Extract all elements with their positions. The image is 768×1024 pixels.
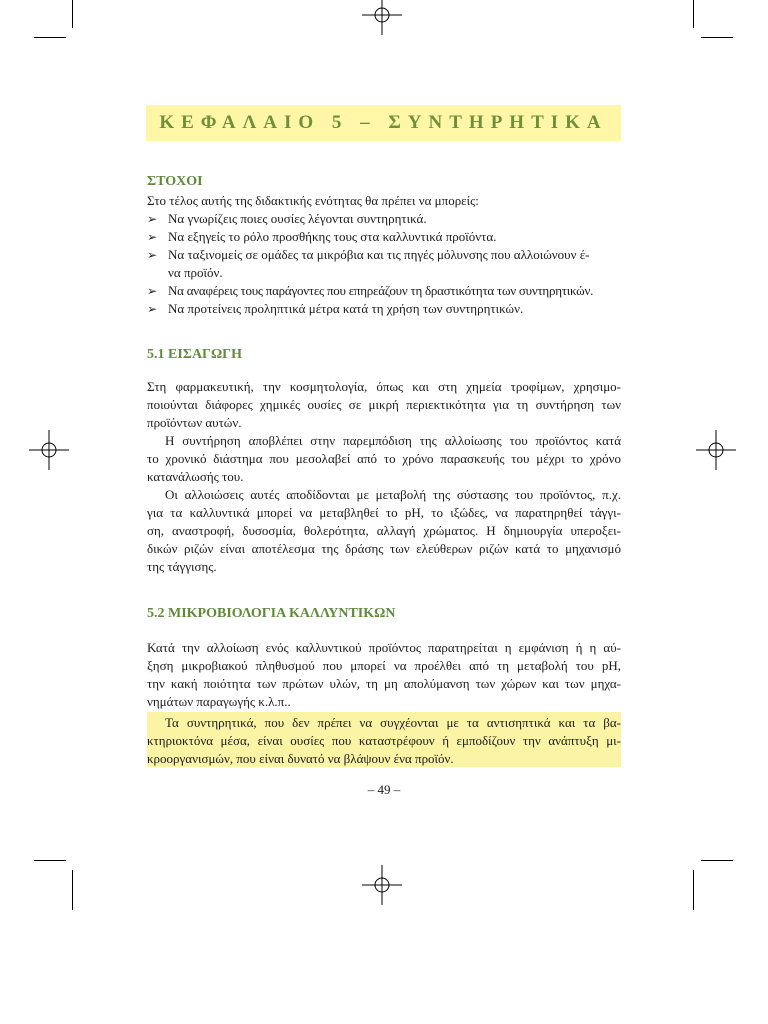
objective-item xyxy=(147,300,621,318)
objective-text: Να προτείνεις προληπτικά μέτρα κατά τη χρήση των συντηρητικών. xyxy=(168,301,524,316)
objective-item xyxy=(147,246,621,282)
section2-paragraph xyxy=(147,639,621,711)
objective-text: να προϊόν. xyxy=(168,265,223,280)
section-heading-introduction: 5.1 ΕΙΣΑΓΩΓΗ xyxy=(147,347,242,362)
arrow-bullet-icon: ➢ xyxy=(147,248,158,262)
objective-text: Να εξηγείς το ρόλο προσθήκης τους στα καλλυντικά προϊόντα. xyxy=(168,229,497,244)
objective-item xyxy=(147,210,621,228)
crop-mark-bottom-left xyxy=(72,870,73,910)
objective-text: Να αναφέρεις τους παράγοντες που επηρεάζουν τη δραστικότητα των συντηρητικών. xyxy=(168,283,594,298)
text-line: Στη φαρμακευτική, την κοσμητολογία, όπως και στη χημεία τροφίμων, χρησιμο- xyxy=(147,379,621,394)
objective-text: Να γνωρίζεις ποιες ουσίες λέγονται συντηρητικά. xyxy=(168,211,427,226)
registration-mark-left xyxy=(29,430,69,470)
text-line: Κατά την αλλοίωση ενός καλλυντικού προϊόντος παρατηρείται η εμφάνιση ή η αύ- xyxy=(147,640,621,655)
text-line: ποιούνται διάφορες χημικές ουσίες σε μικρή περιεκτικότητα για τη συντήρηση των xyxy=(147,397,621,412)
objectives-intro: Στο τέλος αυτής της διδακτικής ενότητας θα πρέπει να μπορείς: xyxy=(147,193,479,208)
page-number: – 49 – xyxy=(367,782,401,797)
registration-mark-right xyxy=(696,430,736,470)
arrow-bullet-icon: ➢ xyxy=(147,284,158,298)
objectives-heading: ΣΤΟΧΟΙ xyxy=(147,174,203,189)
text-line: ξηση μικροβιακού πληθυσμού που μπορεί να προέλθει από τη μεταβολή του pH, xyxy=(147,658,621,673)
crop-mark-bottom-left xyxy=(34,860,66,861)
text-line: ση, αναστροφή, δυσοσμία, θολερότητα, αλλαγή χρώματος. Η δημιουργία υπεροξει- xyxy=(147,523,621,538)
text-line: νημάτων παραγωγής κ.λ.π.. xyxy=(147,694,291,709)
section1-paragraph-2 xyxy=(147,432,621,486)
registration-mark-bottom xyxy=(362,865,402,905)
chapter-title-band xyxy=(146,105,621,141)
text-line: Η συντήρηση αποβλέπει στην παρεμπόδιση της αλλοίωσης του προϊόντος κατά xyxy=(165,433,621,448)
crop-mark-top-left xyxy=(34,37,66,38)
objective-item xyxy=(147,282,621,300)
text-line: Οι αλλοιώσεις αυτές αποδίδονται με μεταβολή της σύστασης του προϊόντος, π.χ. xyxy=(165,487,621,502)
crop-mark-top-right xyxy=(693,0,694,28)
arrow-bullet-icon: ➢ xyxy=(147,212,158,226)
section-heading-microbiology: 5.2 ΜΙΚΡΟΒΙΟΛΟΓΙΑ ΚΑΛΛΥΝΤΙΚΩΝ xyxy=(147,606,396,621)
text-line: κατανάλωσής του. xyxy=(147,469,244,484)
text-line: προϊόντων αυτών. xyxy=(147,415,242,430)
arrow-bullet-icon: ➢ xyxy=(147,230,158,244)
text-line: της τάγγισης. xyxy=(147,559,217,574)
objective-text: Να ταξινομείς σε ομάδες τα μικρόβια και τις πηγές μόλυνσης που αλλοιώνουν έ- xyxy=(168,247,590,262)
crop-mark-top-left xyxy=(72,0,73,28)
section1-paragraph-1 xyxy=(147,378,621,432)
text-line: Τα συντηρητικά, που δεν πρέπει να συγχέονται με τα αντισηπτικά και τα βα- xyxy=(165,715,621,730)
chapter-title: ΚΕΦΑΛΑΙΟ 5 – ΣΥΝΤΗΡΗΤΙΚΑ xyxy=(159,112,608,133)
text-line: την κακή ποιότητα των πρώτων υλών, τη μη απολύμανση των χώρων και των μηχα- xyxy=(147,676,621,691)
objective-item xyxy=(147,228,621,246)
section1-paragraph-3 xyxy=(147,486,621,576)
text-line: για τα καλλυντικά μπορεί να μεταβληθεί το pH, το ιξώδες, να παρατηρηθεί τάγγι- xyxy=(147,505,621,520)
registration-mark-top xyxy=(362,0,402,35)
objectives-list xyxy=(147,210,621,318)
crop-mark-top-right xyxy=(701,37,733,38)
text-line: το χρονικό διάστημα που μεσολαβεί από το χρόνο παρασκευής του μέχρι το χρόνο xyxy=(147,451,621,466)
arrow-bullet-icon: ➢ xyxy=(147,302,158,316)
text-line: κροοργανισμών, που είναι δυνατό να βλάψουν ένα προϊόν. xyxy=(147,751,454,766)
text-line: δικών ριζών είναι αποτέλεσμα της δράσης των ελεύθερων ριζών κατά το μηχανισμό xyxy=(147,541,621,556)
crop-mark-bottom-right xyxy=(693,870,694,910)
crop-mark-bottom-right xyxy=(701,860,733,861)
highlighted-definition xyxy=(147,714,621,768)
text-line: κτηριοκτόνα μέσα, είναι ουσίες που καταστρέφουν ή εμποδίζουν την ανάπτυξη μι- xyxy=(147,733,621,748)
